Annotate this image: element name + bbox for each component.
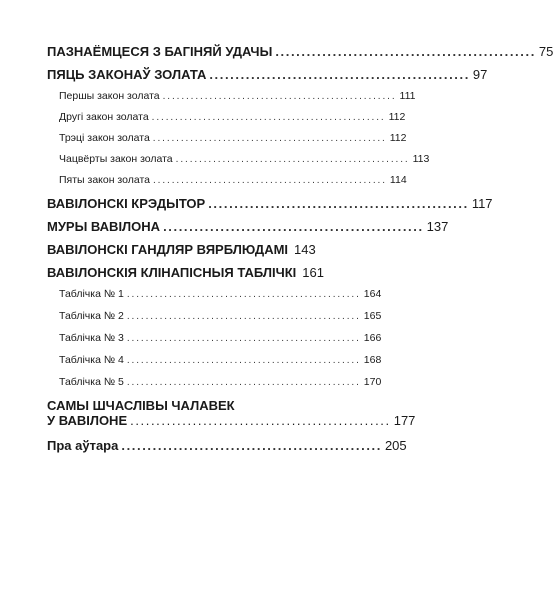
dot-leader: ..................................................	[126, 377, 361, 388]
toc-entry[interactable]	[47, 196, 493, 211]
toc-entry[interactable]	[47, 242, 315, 257]
dot-leader: ..................................................	[126, 289, 361, 300]
toc-entry-page: 112	[388, 111, 406, 123]
toc-entry-page: 75	[538, 44, 553, 59]
toc-entry-title: Першы закон золата	[59, 90, 160, 102]
toc-entry[interactable]	[47, 219, 449, 234]
toc-entry-title: Таблічка № 3	[59, 332, 124, 344]
toc-entry-title: Таблічка № 4	[59, 354, 124, 366]
toc-entry-title: Трэці закон золата	[59, 132, 150, 144]
toc-entry-title: Чацвёрты закон золата	[59, 153, 173, 165]
dot-leader: ..................................................	[209, 67, 470, 82]
toc-subentry[interactable]	[59, 376, 382, 388]
toc-entry[interactable]	[47, 265, 324, 280]
dot-leader: ..................................................	[126, 333, 361, 344]
dot-leader: ..................................................	[162, 91, 397, 102]
dot-leader: ..................................................	[126, 355, 361, 366]
dot-leader: ..................................................	[130, 413, 391, 428]
toc-entry-title: ПАЗНАЁМЦЕСЯ З БАГІНЯЙ УДАЧЫ	[47, 44, 273, 59]
toc-entry-page: 177	[393, 413, 416, 428]
toc-entry-title: Пра аўтара	[47, 438, 119, 453]
dot-leader: ..................................................	[152, 133, 387, 144]
toc-entry-page: 168	[363, 354, 382, 366]
toc-entry[interactable]	[47, 44, 553, 59]
toc-subentry[interactable]	[59, 288, 382, 300]
toc-subentry[interactable]	[59, 132, 407, 144]
toc-entry-title: ВАВІЛОНСКІЯ КЛІНАПІСНЫЯ ТАБЛІЧКІ	[47, 265, 297, 280]
toc-subentry[interactable]	[59, 153, 430, 165]
toc-entry-page: 112	[389, 132, 407, 144]
dot-leader: ..................................................	[163, 219, 424, 234]
toc-subentry[interactable]	[59, 354, 382, 366]
toc-entry[interactable]	[47, 398, 416, 428]
toc-entry-page: 114	[389, 174, 407, 186]
toc-entry-title: ВАВІЛОНСКІ КРЭДЫТОР	[47, 196, 206, 211]
toc-entry-page: 170	[363, 376, 382, 388]
dot-leader: ..................................................	[153, 175, 387, 186]
toc-entry-title: ПЯЦЬ ЗАКОНАЎ ЗОЛАТА	[47, 67, 207, 82]
toc-entry-page: 117	[471, 196, 493, 211]
toc-subentry[interactable]	[59, 111, 406, 123]
toc-entry-title: Таблічка № 5	[59, 376, 124, 388]
toc-entry-page: 113	[412, 153, 430, 165]
toc-subentry[interactable]	[59, 310, 382, 322]
toc-entry-title: Другі закон золата	[59, 111, 149, 123]
toc-entry-page: 111	[399, 90, 416, 102]
dot-leader: ..................................................	[208, 196, 469, 211]
toc-entry-title: Пяты закон золата	[59, 174, 150, 186]
toc-entry[interactable]	[47, 438, 407, 453]
dot-leader: ..................................................	[121, 438, 382, 453]
toc-entry-title: Таблічка № 2	[59, 310, 124, 322]
toc-subentry[interactable]	[59, 332, 382, 344]
toc-entry-page: 161	[302, 265, 324, 280]
toc-entry-page: 205	[384, 438, 407, 453]
toc-entry-page: 164	[363, 288, 382, 300]
dot-leader: ..................................................	[275, 44, 536, 59]
toc-entry-title-continued: У ВАВІЛОНЕ	[47, 413, 128, 428]
dot-leader: ..................................................	[175, 154, 410, 165]
toc-entry-page: 166	[363, 332, 382, 344]
toc-subentry[interactable]	[59, 90, 416, 102]
toc-entry-page: 97	[472, 67, 488, 82]
toc-entry[interactable]	[47, 67, 488, 82]
toc-subentry[interactable]	[59, 174, 407, 186]
dot-leader: ..................................................	[151, 112, 386, 123]
toc-entry-page: 165	[363, 310, 382, 322]
toc-entry-title: ВАВІЛОНСКІ ГАНДЛЯР ВЯРБЛЮДАМІ	[47, 242, 289, 257]
toc-entry-title: САМЫ ШЧАСЛІВЫ ЧАЛАВЕК	[47, 398, 235, 413]
dot-leader: ..................................................	[126, 311, 361, 322]
toc-entry-page: 143	[294, 242, 316, 257]
toc-entry-title: Таблічка № 1	[59, 288, 124, 300]
toc-entry-title: МУРЫ ВАВІЛОНА	[47, 219, 161, 234]
toc-entry-page: 137	[426, 219, 449, 234]
